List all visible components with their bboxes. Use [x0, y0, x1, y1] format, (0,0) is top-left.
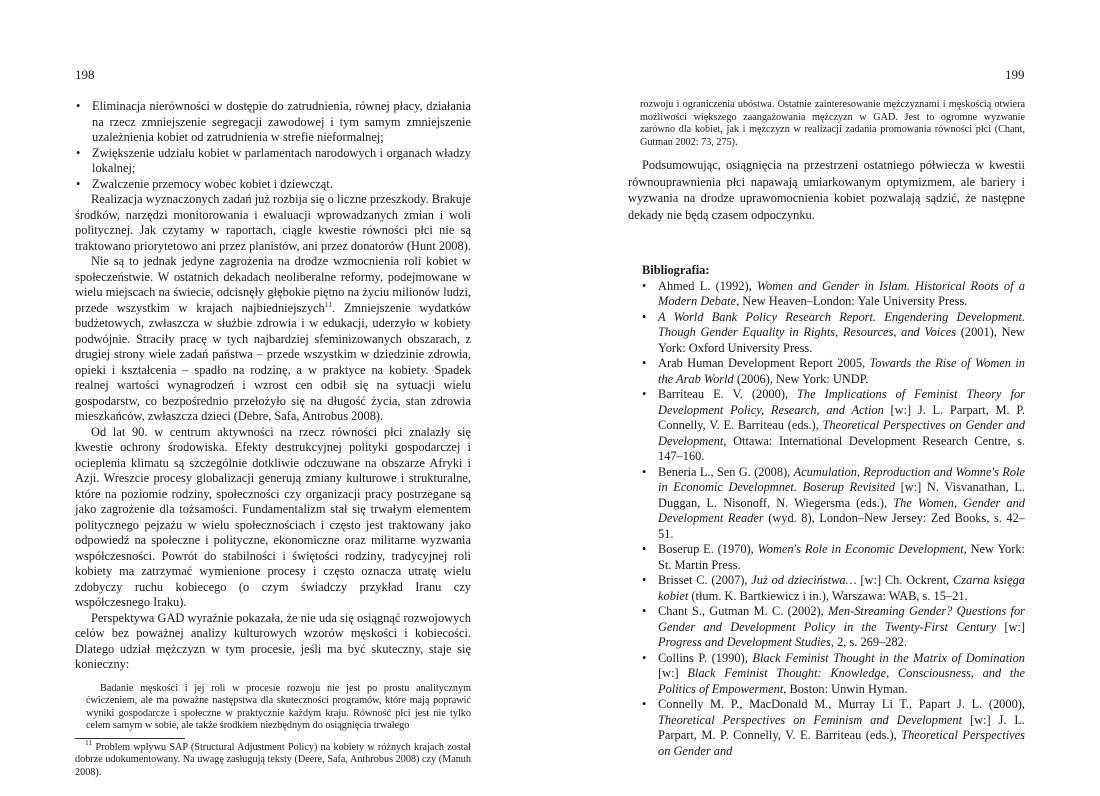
footnote-number: 11 [85, 737, 93, 747]
paragraph [75, 254, 471, 425]
paragraph: Realizacja wyznaczonych zadań już rozbija się o liczne przeszkody. Brakuje środków, narzędzi monitorowania i ewaluacji wprowadzanych zmian i woli politycznej. Jak czytamy w raportach, ciągle kwestie równości płci nie są traktowano priorytetowo ani przez planistów, ani przez donatorów (Hunt 2008). [75, 192, 471, 253]
bibliography-entry [628, 387, 1025, 465]
entry-text: [w:] [658, 666, 688, 681]
footnote-reference: 11 [324, 299, 332, 309]
paragraph-text: Nie są to jednak jedyne zagrożenia na drodze wzmocnienia roli kobiet w społeczeństwie. W ostatnich dekadach neoliberalne reformy, podejmowane w wielu miejscach na świecie, odcisnęły głębokie piętno na życiu milionów ludzi, przede wszystkim w krajach najbiedniejszych [75, 254, 471, 315]
entry-title: Theoretical Perspectives on Gender and Development [658, 418, 1025, 448]
entry-text: , 2, s. 269–282. [830, 635, 907, 650]
entry-text: Chant S., Gutman M. C. (2002), [658, 604, 829, 619]
left-page-body [75, 99, 471, 780]
entry-title: A World Bank Policy Research Report. Engendering Development. Though Gender Equality in Rights, Resources, and Voices [658, 309, 1025, 340]
entry-title: Theoretical Perspectives on Gender and [658, 728, 1025, 758]
entry-title: Men-Streaming Gender? Questions for Gender and Development Policy in the Twenty-First Century [658, 604, 1026, 634]
entry-title: The Implications of Feminist Theory for Development Policy, Research, and Action [658, 387, 1025, 417]
bibliography-entry [628, 573, 1025, 604]
right-page-body [628, 99, 1025, 759]
entry-title: Progress and Development Studies [658, 635, 831, 650]
summary-paragraph: Podsumowując, osiągnięcia na przestrzeni ostatniego półwiecza w kwestii równouprawnienia płci napawają umiarkowanym optymizmem, ale bariery i wyzwania na drodze uprawomocnienia kobiet pozwalają sądzić, że następne dekady nie będą czasem odpoczynku. [628, 158, 1025, 222]
bullet-item: • Eliminacja nierówności w dostępie do zatrudnienia, równej płacy, działania na rzecz zmniejszenie segregacji zawodowej i tym samym zmniejszenie uzależnienia kobiet od zatrudnienia w strefie nieformalnej; [75, 99, 471, 146]
bibliography-entry [628, 697, 1025, 759]
entry-title: Czarna księga kobiet [658, 573, 1025, 603]
paragraph: Od lat 90. w centrum aktywności na rzecz równości płci znalazły się kwestie ochrony środowiska. Efekty destrukcyjnej polityki gospodarczej i ocieplenia klimatu są szczególnie dotkliwie odczuwane na obszarze Afryki i Azji. Wreszcie procesy globalizacji generują zmiany kulturowe i strukturalne, które na poziomie rodziny, społeczności czy organizacji pracy postrzegane są jako zagrożenie dla tożsamości. Fundamentalizm stał się trwałym elementem politycznego pejzażu w wielu społecznościach i często jest traktowany jako odpowiedź na społeczne i polityczne, ekonomiczne oraz militarne wyzwania współczesności. Powrót do stabilności i świętości rodziny, tradycyjnej roli kobiety ma zatrzymać wymienione procesy i często oznacza utratę wielu zdobyczy ruchu kobiecego (o czym świadczy przykład Iranu czy współczesnego Iraku). [75, 424, 471, 609]
bullet-item: • Zwalczenie przemocy wobec kobiet i dziewcząt. [75, 177, 471, 193]
bullet-item: • Zwiększenie udziału kobiet w parlamentach narodowych i organach władzy lokalnej; [75, 146, 471, 177]
entry-text: Beneria L., Sen G. (2008), [658, 464, 794, 479]
entry-text: [w:] [996, 619, 1025, 634]
entry-text: Arab Human Development Report 2005, [658, 356, 870, 371]
entry-text: , New York: St. Martin Press. [658, 542, 1025, 572]
entry-title: Black Feminist Thought in the Matrix of Domination [752, 650, 1025, 665]
entry-text: (wyd. 8), London–New Jersey: Zed Books, s. 42–51. [658, 511, 1025, 541]
entry-title: Black Feminist Thought: Knowledge, Consciousness, and the Politics of Empowerment [658, 666, 1026, 696]
entry-text: [w:] Ch. Ockrent, [856, 573, 954, 588]
entry-title: The Women, Gender and Development Reader [658, 495, 1025, 526]
entry-text: [w:] J. L. Parpart, M. P. Connelly, V. E. Barriteau (eds.), [658, 402, 1025, 433]
entry-text: (2001), New York: Oxford University Press. [658, 325, 1025, 355]
bibliography-entry [628, 542, 1025, 573]
block-quote: Badanie męskości i jej roli w procesie rozwoju nie jest po prostu analitycznym ćwiczeniem, ale ma poważne następstwa dla skuteczności programów, które mają poprawić wyniki gospodarcze i społeczne w praktycznie każdym kraju. Równość płci jest nie tylko celem samym w sobie, ale także środkiem niezbędnym do osiągnięcia trwałego [86, 682, 471, 732]
entry-text: [w:] N. Visvanathan, L. Duggan, L. Nisonoff, N. Wiegersma (eds.), [658, 480, 1025, 510]
entry-text: Collins P. (1990), [658, 650, 753, 665]
bibliography-entry [628, 356, 1025, 387]
entry-title: Women's Role in Economic Development [757, 542, 964, 557]
right-page-number: 199 [1005, 67, 1025, 82]
entry-text: (tłum. K. Bartkiewicz i in.), Warszawa: WAB, s. 15–21. [688, 588, 968, 603]
bibliography-list [628, 279, 1025, 760]
entry-text: Barriteau E. V. (2000), [658, 387, 798, 402]
entry-title: Towards the Rise of Women in the Arab World [658, 356, 1026, 386]
entry-text: Boserup E. (1970), [658, 542, 758, 557]
entry-text: Ahmed L. (1992), [658, 278, 757, 293]
entry-text: [w:] J. L. Parpart, M. P. Connelly, V. E. Barriteau (eds.), [658, 712, 1025, 743]
paragraph-text: . Zmniejszenie wydatków budżetowych, zwłaszcza w służbie zdrowia i w edukacji, uderzyło w kobiety podwójnie. Straciły pracę w tych najbardziej sfeminizowanych obszarach, z drugiej strony wiele zadań państwa – przede wszystkim w dziedzinie zdrowia, opieki i kształcenia – spadło na rodzinę, a w praktyce na kobiety. Spadek realnej wartości wynagrodzeń i wzrost cen odbił się na sytuacji wielu gospodarstw, co bezpośrednio przełożyło się na długość życia, stan zdrowia mieszkańców, zwłaszcza dzieci (Debre, Safa, Antrobus 2008). [75, 300, 471, 423]
entry-text: (2006), New York: UNDP. [733, 371, 869, 386]
entry-title: Women and Gender in Islam. Historical Roots of a Modern Debate [658, 278, 1025, 309]
footnote-text: Problem wpływu SAP (Structural Adjustment Policy) na kobiety w różnych krajach został dobrze udokumentowany. Na uwagę zasługują teksty (Deere, Safa, Anthrobus 2008) czy (Manuh 2008). [75, 741, 471, 779]
entry-text: , Boston: Unwin Hyman. [783, 681, 908, 696]
bibliography-entry [628, 465, 1025, 543]
entry-text: Brisset C. (2007), [658, 573, 752, 588]
paragraph: Perspektywa GAD wyraźnie pokazała, że nie uda się osiągnąć rozwojowych celów bez poważnej analizy kulturowych wzorów męskości i kobiecości. Dlatego udział mężczyzn w tym procesie, jeśli ma być skuteczny, staje się konieczny: [75, 610, 471, 671]
entry-text: , Ottawa: International Development Research Centre, s. 147–160. [658, 433, 1025, 464]
entry-title: Już od dzieciństwa… [751, 573, 857, 588]
bibliography-entry [628, 604, 1025, 651]
left-page-number: 198 [75, 67, 95, 82]
entry-title: Theoretical Perspectives on Feminism and Development [658, 712, 963, 727]
bibliography-entry [628, 279, 1025, 310]
bibliography-heading: Bibliografia: [642, 263, 710, 278]
entry-text: , New Heaven–London: Yale University Press. [736, 294, 968, 309]
footnote [75, 737, 471, 780]
block-quote-continued: rozwoju i ograniczenia ubóstwa. Ostatnie zainteresowanie mężczyznami i męskością otwiera możliwości większego zaangażowania mężczyzn w GAD. Jest to ogromne wyzwanie zarówno dla kobiet, jak i mężczyzn w realizacji zadania promowania równości płci (Chant, Gutman 2002: 73, 275). [640, 99, 1025, 148]
entry-title: Acumulation, Reproduction and Womne's Role in Economic Developmnet. Boserup Revisited [658, 464, 1025, 495]
entry-text: Connelly M. P., MacDonald M., Murray Li T., Papart J. L. (2000), [658, 697, 1025, 712]
bibliography-entry [628, 651, 1025, 698]
bibliography-entry [628, 310, 1025, 357]
